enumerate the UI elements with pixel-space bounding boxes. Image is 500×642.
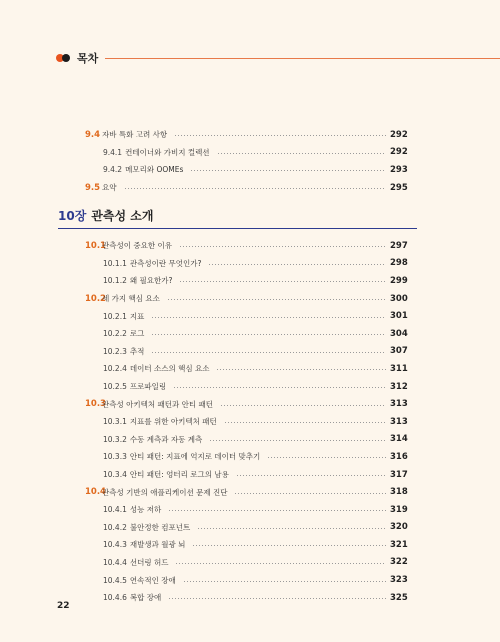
toc-entry-page: 295 <box>390 182 408 193</box>
dot-leader <box>168 510 386 511</box>
toc-entry-page: 304 <box>390 328 408 339</box>
toc-entry-number: 10.3.3 <box>103 452 127 462</box>
dot-leader <box>175 563 386 564</box>
toc-entry-page: 293 <box>390 164 408 175</box>
toc-entry-page: 322 <box>390 557 408 568</box>
toc-entry-title: 컨테이너와 가비지 컬렉션 <box>125 147 210 157</box>
toc-entry-page: 298 <box>390 258 408 269</box>
dot-leader <box>183 581 386 582</box>
header-dots-icon <box>56 53 74 63</box>
toc-entry-page: 307 <box>390 346 408 357</box>
header-title: 목차 <box>77 52 99 65</box>
toc-entry-title: 관측성이 중요한 이유 <box>102 241 172 251</box>
toc-entry-number: 10.2.2 <box>103 329 127 339</box>
toc-entry-title: 데이터 소스의 핵심 요소 <box>129 364 210 374</box>
toc-entry-number: 10.2.3 <box>103 346 127 356</box>
toc-subsection-row[interactable] <box>85 307 408 325</box>
toc-entry-label <box>103 363 212 374</box>
toc-entry-page: 318 <box>390 487 408 498</box>
toc-entry-label <box>103 416 220 427</box>
chapter-number: 10장 <box>58 209 87 223</box>
dot-leader <box>197 528 386 529</box>
toc-entry-number: 10.1 <box>85 240 106 251</box>
toc-entry-number: 10.2 <box>85 293 106 304</box>
toc-section-row[interactable] <box>85 126 408 144</box>
toc-entry-page: 316 <box>390 451 408 462</box>
toc-subsection-row[interactable] <box>85 536 408 554</box>
chapter-heading <box>58 207 417 224</box>
dot-leader <box>220 405 386 406</box>
dot-leader <box>174 135 386 136</box>
toc-entry-title: 성능 저하 <box>129 505 162 515</box>
toc-entry-label <box>103 381 169 392</box>
toc-entry-page: 292 <box>390 129 408 140</box>
toc-entry-title: 추적 <box>129 346 145 356</box>
toc-entry-title: 관측성 기반의 애플리케이션 문제 진단 <box>102 487 228 497</box>
toc-subsection-row[interactable] <box>85 448 408 466</box>
toc-entry-number: 10.1.2 <box>103 276 127 286</box>
toc-subsection-row[interactable] <box>85 466 408 484</box>
toc-subsection-row[interactable] <box>85 554 408 572</box>
toc-subsection-row[interactable] <box>85 501 408 519</box>
toc-subsection-row[interactable] <box>85 343 408 361</box>
toc-entry-page: 313 <box>390 416 408 427</box>
toc-entry-title: 세 가지 핵심 요소 <box>102 294 160 304</box>
toc-entry-page: 317 <box>390 469 408 480</box>
toc-entry-number: 10.4.6 <box>103 593 127 603</box>
toc-entry-number: 10.4.4 <box>103 557 127 567</box>
dot-leader <box>236 475 386 476</box>
toc-entry-page: 320 <box>390 522 408 533</box>
toc-entry-label <box>103 164 186 175</box>
toc-subsection-row[interactable] <box>85 378 408 396</box>
dot-leader <box>234 493 386 494</box>
toc-entry-label <box>103 311 147 322</box>
toc-subsection-row[interactable] <box>85 360 408 378</box>
toc-chapter-list <box>85 237 408 606</box>
toc-header <box>56 50 500 66</box>
toc-subsection-row[interactable] <box>85 255 408 273</box>
toc-section-row[interactable] <box>85 237 408 255</box>
toc-entry-title: 관측성이란 무엇인가? <box>129 258 202 268</box>
dot-leader <box>173 387 386 388</box>
dot-leader <box>192 545 386 546</box>
toc-entry-label <box>103 434 205 445</box>
toc-entry-label <box>103 592 164 603</box>
dot-leader <box>151 334 386 335</box>
toc-entry-number: 9.4.2 <box>103 165 123 175</box>
toc-entry-label <box>103 504 164 515</box>
toc-entry-page: 313 <box>390 399 408 410</box>
toc-entry-page: 300 <box>390 293 408 304</box>
dot-leader <box>179 281 386 282</box>
toc-entry-title: 복합 장애 <box>129 593 162 603</box>
toc-section-row[interactable] <box>85 483 408 501</box>
dot-leader <box>151 317 386 318</box>
dot-leader <box>208 264 386 265</box>
toc-entry-page: 319 <box>390 504 408 515</box>
toc-entry-title: 프로파일링 <box>129 382 167 392</box>
toc-entry-title: 메모리와 OOMEs <box>125 165 184 175</box>
toc-entry-page: 321 <box>390 539 408 550</box>
toc-subsection-row[interactable] <box>85 325 408 343</box>
toc-entry-label <box>103 451 263 462</box>
toc-entry-number: 10.3.2 <box>103 434 127 444</box>
toc-entry-title: 요약 <box>102 183 117 193</box>
toc-entry-number: 10.3.1 <box>103 417 127 427</box>
toc-entry-number: 10.1.1 <box>103 258 127 268</box>
toc-entry-label <box>103 522 193 533</box>
toc-entry-label <box>103 258 204 269</box>
toc-entry-number: 10.2.5 <box>103 382 127 392</box>
toc-entry-label <box>103 346 147 357</box>
toc-entry-label <box>103 469 232 480</box>
dot-leader <box>209 440 386 441</box>
toc-entry-title: 안티 패턴: 지표에 억지로 데이터 맞추기 <box>129 452 261 462</box>
toc-section-row[interactable] <box>85 179 408 197</box>
toc-entry-number: 10.4 <box>85 487 106 498</box>
dot-leader <box>168 598 386 599</box>
toc-entry-number: 10.3.4 <box>103 470 127 480</box>
toc-entry-label <box>103 539 188 550</box>
toc-subsection-row[interactable] <box>85 144 408 162</box>
dot-leader <box>217 153 386 154</box>
toc-entry-number: 9.4.1 <box>103 147 123 157</box>
toc-entry-number: 9.5 <box>85 182 101 193</box>
toc-entry-number: 9.4 <box>85 129 101 140</box>
toc-section-row[interactable] <box>85 395 408 413</box>
toc-entry-page: 314 <box>390 434 408 445</box>
toc-entry-number: 10.2.4 <box>103 364 127 374</box>
toc-entry-label <box>103 575 179 586</box>
toc-entry-page: 325 <box>390 592 408 603</box>
toc-entry-title: 지표 <box>129 311 145 321</box>
toc-subsection-row[interactable] <box>85 161 408 179</box>
toc-entry-label <box>103 557 171 568</box>
toc-entry-label <box>103 275 175 286</box>
dot-leader <box>124 188 387 189</box>
toc-entry-number: 10.4.1 <box>103 505 127 515</box>
toc-entry-title: 왜 필요한가? <box>129 276 173 286</box>
page-number: 22 <box>57 601 70 611</box>
toc-entry-title: 선더링 허드 <box>129 557 169 567</box>
dot-leader <box>267 457 386 458</box>
toc-top-list <box>85 126 408 196</box>
toc-entry-number: 10.4.3 <box>103 540 127 550</box>
toc-entry-page: 312 <box>390 381 408 392</box>
toc-entry-page: 323 <box>390 575 408 586</box>
toc-subsection-row[interactable] <box>85 431 408 449</box>
toc-entry-number: 10.4.5 <box>103 575 127 585</box>
toc-entry-label <box>103 328 147 339</box>
toc-entry-title: 지표를 위한 아키텍처 패턴 <box>129 417 217 427</box>
toc-entry-number: 10.3 <box>85 399 106 410</box>
toc-subsection-row[interactable] <box>85 589 408 607</box>
toc-subsection-row[interactable] <box>85 413 408 431</box>
toc-subsection-row[interactable] <box>85 519 408 537</box>
dot-leader <box>216 369 386 370</box>
dot-leader <box>167 299 386 300</box>
dot-leader <box>179 246 386 247</box>
toc-entry-page: 299 <box>390 275 408 286</box>
toc-entry-title: 수동 계측과 자동 계측 <box>129 434 203 444</box>
dot-leader <box>224 422 386 423</box>
toc-section-row[interactable] <box>85 290 408 308</box>
header-rule <box>105 58 500 59</box>
toc-entry-title: 불안정한 컴포넌트 <box>129 522 191 532</box>
toc-entry-label <box>103 147 213 158</box>
toc-subsection-row[interactable] <box>85 571 408 589</box>
toc-entry-title: 안티 패턴: 엉터리 로그의 남용 <box>129 470 229 480</box>
toc-entry-title: 관측성 아키텍처 패턴과 안티 패턴 <box>102 399 213 409</box>
toc-entry-page: 297 <box>390 240 408 251</box>
toc-entry-number: 10.4.2 <box>103 522 127 532</box>
toc-entry-page: 301 <box>390 311 408 322</box>
toc-entry-title: 재발생과 월광 뇌 <box>129 540 186 550</box>
toc-entry-page: 292 <box>390 147 408 158</box>
chapter-title: 관측성 소개 <box>91 209 154 223</box>
toc-subsection-row[interactable] <box>85 272 408 290</box>
dot-leader <box>151 352 386 353</box>
toc-entry-title: 연속적인 장애 <box>129 575 176 585</box>
toc-entry-title: 자바 특화 고려 사항 <box>102 130 168 140</box>
toc-entry-number: 10.2.1 <box>103 311 127 321</box>
dot-leader <box>190 170 386 171</box>
toc-entry-page: 311 <box>390 363 408 374</box>
chapter-rule <box>58 228 417 229</box>
toc-entry-title: 로그 <box>129 329 145 339</box>
